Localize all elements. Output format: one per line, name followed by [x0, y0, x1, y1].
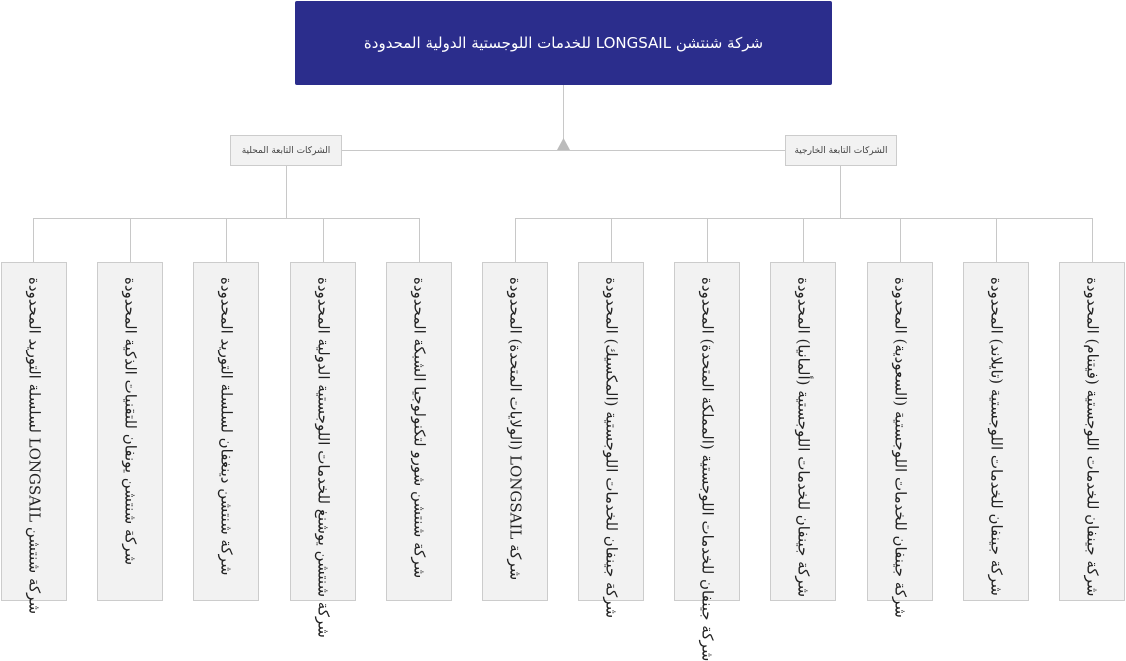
local-subsidiaries-node — [230, 135, 342, 166]
local-subsidiaries-label: الشركات التابعة المحلية — [241, 145, 331, 156]
junction-triangle-icon — [557, 138, 570, 150]
local-subsidiary-node — [97, 262, 163, 601]
local-subsidiary-node — [1, 262, 67, 615]
local-subsidiary-node — [386, 262, 452, 601]
local-subsidiary-label: شركة شنتشن يونفان للتقنيات الذكية المحدودة — [121, 277, 140, 566]
foreign-subsidiary-node — [963, 262, 1029, 601]
foreign-subsidiary-node — [482, 262, 548, 601]
foreign-subsidiary-node — [770, 262, 836, 601]
foreign-subsidiary-label: شركة جينفان للخدمات اللوجستية (السعودية) المحدودة — [891, 277, 910, 618]
local-subsidiary-node — [290, 262, 356, 638]
foreign-subsidiary-label: شركة جينفان للخدمات اللوجستية (فيتنام) المحدودة — [1083, 277, 1102, 597]
foreign-subsidiary-label: شركة جينفان للخدمات اللوجستية (المكسيك) المحدودة — [602, 277, 621, 619]
local-subsidiary-label: شركة شنتشن دينغفان لسلسلة التوريد المحدودة — [217, 277, 236, 576]
local-subsidiary-node — [193, 262, 259, 601]
foreign-subsidiary-label: شركة جينفان للخدمات اللوجستية (المملكة المتحدة) المحدودة — [698, 277, 717, 661]
foreign-subsidiary-node — [674, 262, 740, 661]
foreign-subsidiary-node — [578, 262, 644, 619]
local-subsidiary-label: شركة شنتشن يوشنغ للخدمات اللوجستية الدولية المحدودة — [314, 277, 333, 638]
local-subsidiary-label: شركة شنتشن شورو لتكنولوجيا الشبكة المحدودة — [410, 277, 429, 579]
root-company-node — [295, 1, 832, 85]
foreign-subsidiary-node — [1059, 262, 1125, 601]
foreign-subsidiaries-node — [785, 135, 897, 166]
foreign-subsidiary-label: شركة LONGSAIL (الولايات المتحدة) المحدودة — [506, 277, 525, 581]
foreign-subsidiary-label: شركة جينفان للخدمات اللوجستية (ألمانيا) المحدودة — [794, 277, 813, 598]
root-company-label: شركة شنتشن LONGSAIL للخدمات اللوجستية الدولية المحدودة — [363, 34, 764, 52]
local-subsidiary-label: شركة شنتشن LONGSAIL لسلسلة التوريد المحدودة — [25, 277, 44, 615]
foreign-subsidiary-node — [867, 262, 933, 618]
foreign-subsidiaries-label: الشركات التابعة الخارجية — [794, 145, 888, 156]
foreign-subsidiary-label: شركة جينفان للخدمات اللوجستية (تايلاند) المحدودة — [987, 277, 1006, 596]
